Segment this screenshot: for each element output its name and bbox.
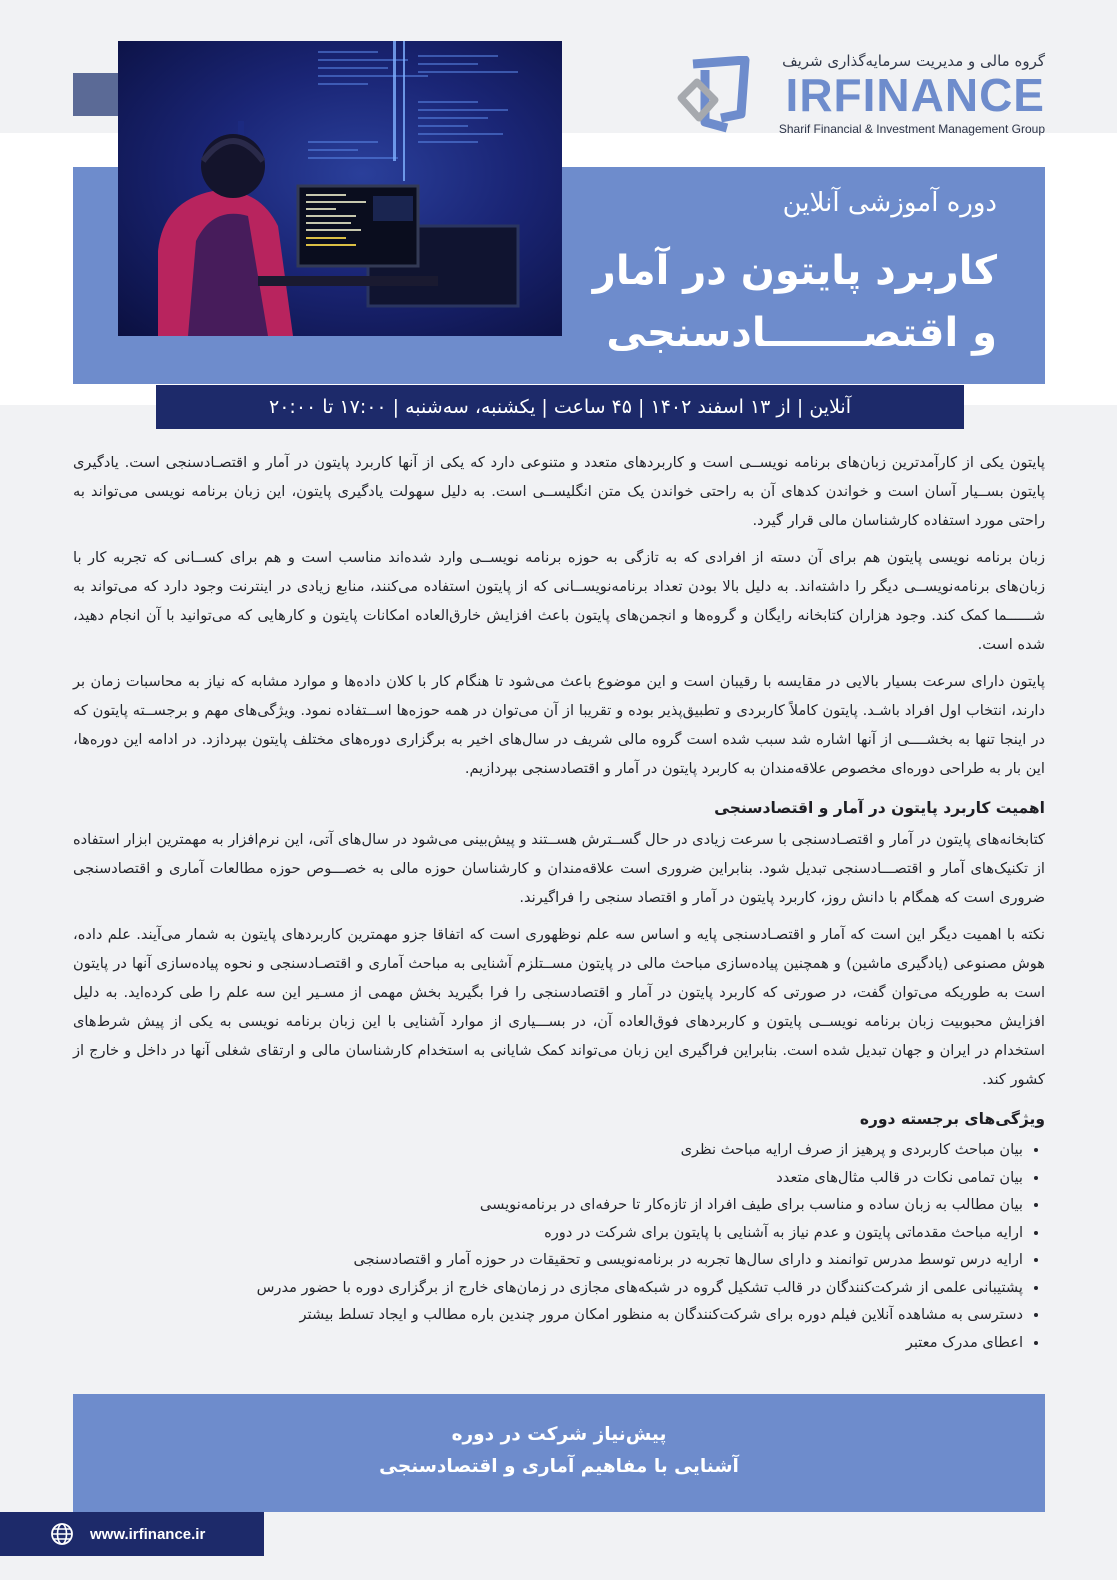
importance-heading: اهمیت کاربرد پایتون در آمار و اقتصادسنجی — [714, 799, 1045, 817]
course-subtitle: دوره آموزشی آنلاین — [782, 188, 997, 218]
course-title — [477, 240, 997, 364]
feature-item: • پشتیبانی علمی از شرکت‌کنندگان در قالب تشکیل گروه در شبکه‌های مجازی در زمان‌های خارج از برگزاری دوره با حضور مدرس — [73, 1274, 1023, 1302]
feature-item: • اعطای مدرک معتبر — [73, 1329, 1023, 1357]
prerequisite-text: آشنایی با مفاهیم آماری و اقتصادسنجی — [379, 1456, 739, 1477]
course-info-bar — [156, 385, 964, 429]
feature-item: • دسترسی به مشاهده آنلاین فیلم دوره برای شرکت‌کنندگان به منظور امکان مرور چندین باره مطالب و ایجاد تسلط بیشتر — [73, 1301, 1023, 1329]
logo-mark-icon — [675, 56, 753, 136]
feature-item: • بیان مباحث کاربردی و پرهیز از صرف ارایه مباحث نظری — [73, 1136, 1023, 1164]
course-title-line-2: و اقتصـــــــادسنجی — [606, 310, 997, 356]
footer-website-bar[interactable] — [0, 1512, 264, 1556]
features-list — [73, 1136, 1045, 1356]
intro-paragraph-1: پایتون یکی از کارآمدترین زبان‌های برنامه نویســی است و کاربردهای متعدد و متنوعی دارد که یکی از آنها کاربرد پایتون در آمار و اقتصـادسنجی است. یادگیری پایتون بســیار آسان است و خواندن کدهای آن به راحتی خواندن یک متن انگلیســی است. به دلیل سهولت یادگیری پایتون، این زبان برنامه نویسی می‌تواند به راحتی مورد استفاده کارشناسان مالی قرار گیرد. — [73, 454, 1045, 529]
course-title-line-1: کاربرد پایتون در آمار — [592, 248, 997, 294]
globe-icon — [50, 1522, 74, 1546]
intro-paragraph-2: زبان برنامه نویسی پایتون هم برای آن دسته از افرادی که به تازگی به حوزه برنامه نویســی وارد شده‌اند مناسب است و هم برای کســانی که تجربه کار با زبان‌های برنامه‌نویســی دیگر را داشته‌اند. به دلیل بالا بودن تعداد برنامه‌نویســانی که از پایتون استفاده می‌کنند، منابع زیادی در اینترنت وجود دارد که می‌تواند به شــــــما کمک کند. وجود هزاران کتابخانه رایگان و گروه‌ها و انجمن‌های پایتون باعث افزایش خارق‌العاده امکانات پایتون و کارهایی که می‌توانید با آن انجام دهید، شده است. — [73, 549, 1045, 653]
intro-paragraph-3: پایتون دارای سرعت بسیار بالایی در مقایسه با رقیبان است و این موضوع باعث می‌شود تا هنگام کار با کلان داده‌ها و موارد مشابه که نیاز به محاسبات زمان بر دارند، انتخاب اول افراد باشـد. پایتون کاملاً کاربردی و تطبیق‌پذیر بوده و تقریبا از آن می‌توان در همه حوزه‌ها اســتفاده نمود. ویژگی‌های مهم و برجســته پایتون که در اینجا تنها به بخشــــی از آنها اشاره شد سبب شده است گروه مالی شریف در سال‌های اخیر به برگزاری دوره‌های مختلف پایتون بپردازد. در ادامه این دوره‌ها، این بار به طراحی دوره‌ای مخصوص علاقه‌مندان به کاربرد پایتون در آمار و اقتصادسنجی بپردازیم. — [73, 673, 1045, 777]
prerequisite-box — [73, 1394, 1045, 1512]
features-heading: ویژگی‌های برجسته دوره — [859, 1110, 1045, 1128]
course-info-text: آنلاین | از ۱۳ اسفند ۱۴۰۲ | ۴۵ ساعت | یکشنبه، سه‌شنبه | ۱۷:۰۰ تا ۲۰:۰۰ — [269, 396, 851, 418]
feature-item: • بیان تمامی نکات در قالب مثال‌های متعدد — [73, 1164, 1023, 1192]
main-content — [73, 448, 1045, 1356]
brand-name-fa: گروه مالی و مدیریت سرمایه‌گذاری شریف — [782, 52, 1045, 70]
feature-item: • بیان مطالب به زبان ساده و مناسب برای طیف افراد از تازه‌کار تا حرفه‌ای در برنامه‌نویسی — [73, 1191, 1023, 1219]
feature-item: • ارایه درس توسط مدرس توانمند و دارای سال‌ها تجربه در برنامه‌نویسی و تحقیقات در حوزه آمار و اقتصادسنجی — [73, 1246, 1023, 1274]
importance-paragraph-1: کتابخانه‌های پایتون در آمار و اقتصـادسنجی با سرعت زیادی در حال گســترش هســتند و پیش‌بینی می‌شود در سال‌های آتی، این نرم‌افزار به مهمترین ابزار استفاده از تکنیک‌های آمار و اقتصـــادسنجی تبدیل شود. بنابراین ضروری است علاقه‌مندان و کارشناسان حوزه مالی به خصـــوص حوزه مطالعات آماری و اقتصادسنجی ضروری است که همگام با دانش روز، کاربرد پایتون در آمار و اقتصاد سنجی را فراگیرند. — [73, 831, 1045, 906]
brand-wordmark: IRFINANCE — [785, 69, 1045, 121]
brand-logo — [685, 50, 1045, 140]
decorative-square — [73, 73, 123, 116]
importance-paragraph-2: نکته با اهمیت دیگر این است که آمار و اقتصـادسنجی پایه و اساس سه علم نوظهوری است که اتفاقا جزو مهمترین کاربردهای پایتون به شمار می‌آیند. علم داده، هوش مصنوعی (یادگیری ماشین) و همچنین پیاده‌سازی مباحث مالی در پایتون مســتلزم آشنایی به مباحث آماری و اقتصـادسنجی و نحوه پیاده‌سازی آنها در پایتون است به طوریکه می‌توان گفت، در صورتی که کاربرد پایتون در آمار و اقتصادسنجی را فرا بگیرید بخش مهمی از مسـیر این سه علم را طی کرده‌اید. به دلیل افزایش محبوبیت زبان برنامه نویســی پایتون و کاربردهای فوق‌العاده آن، در بســـیاری از موارد آشنایی با این زبان برنامه نویسی به یکی از پیش شرط‌های استخدام در ایران و جهان تبدیل شده است. بنابراین فراگیری این زبان می‌تواند کمک شایانی به استخدام کارشناسان مالی و ارتقای شغلی آنها در داخل و خارج از کشور کند. — [73, 926, 1045, 1088]
prerequisite-title: پیش‌نیاز شرکت در دوره — [451, 1424, 667, 1445]
brand-name-en: Sharif Financial & Investment Management Group — [778, 122, 1045, 136]
feature-item: • ارایه مباحث مقدماتی پایتون و عدم نیاز به آشنایی با پایتون برای شرکت در دوره — [73, 1219, 1023, 1247]
website-link[interactable]: www.irfinance.ir — [90, 1525, 206, 1543]
